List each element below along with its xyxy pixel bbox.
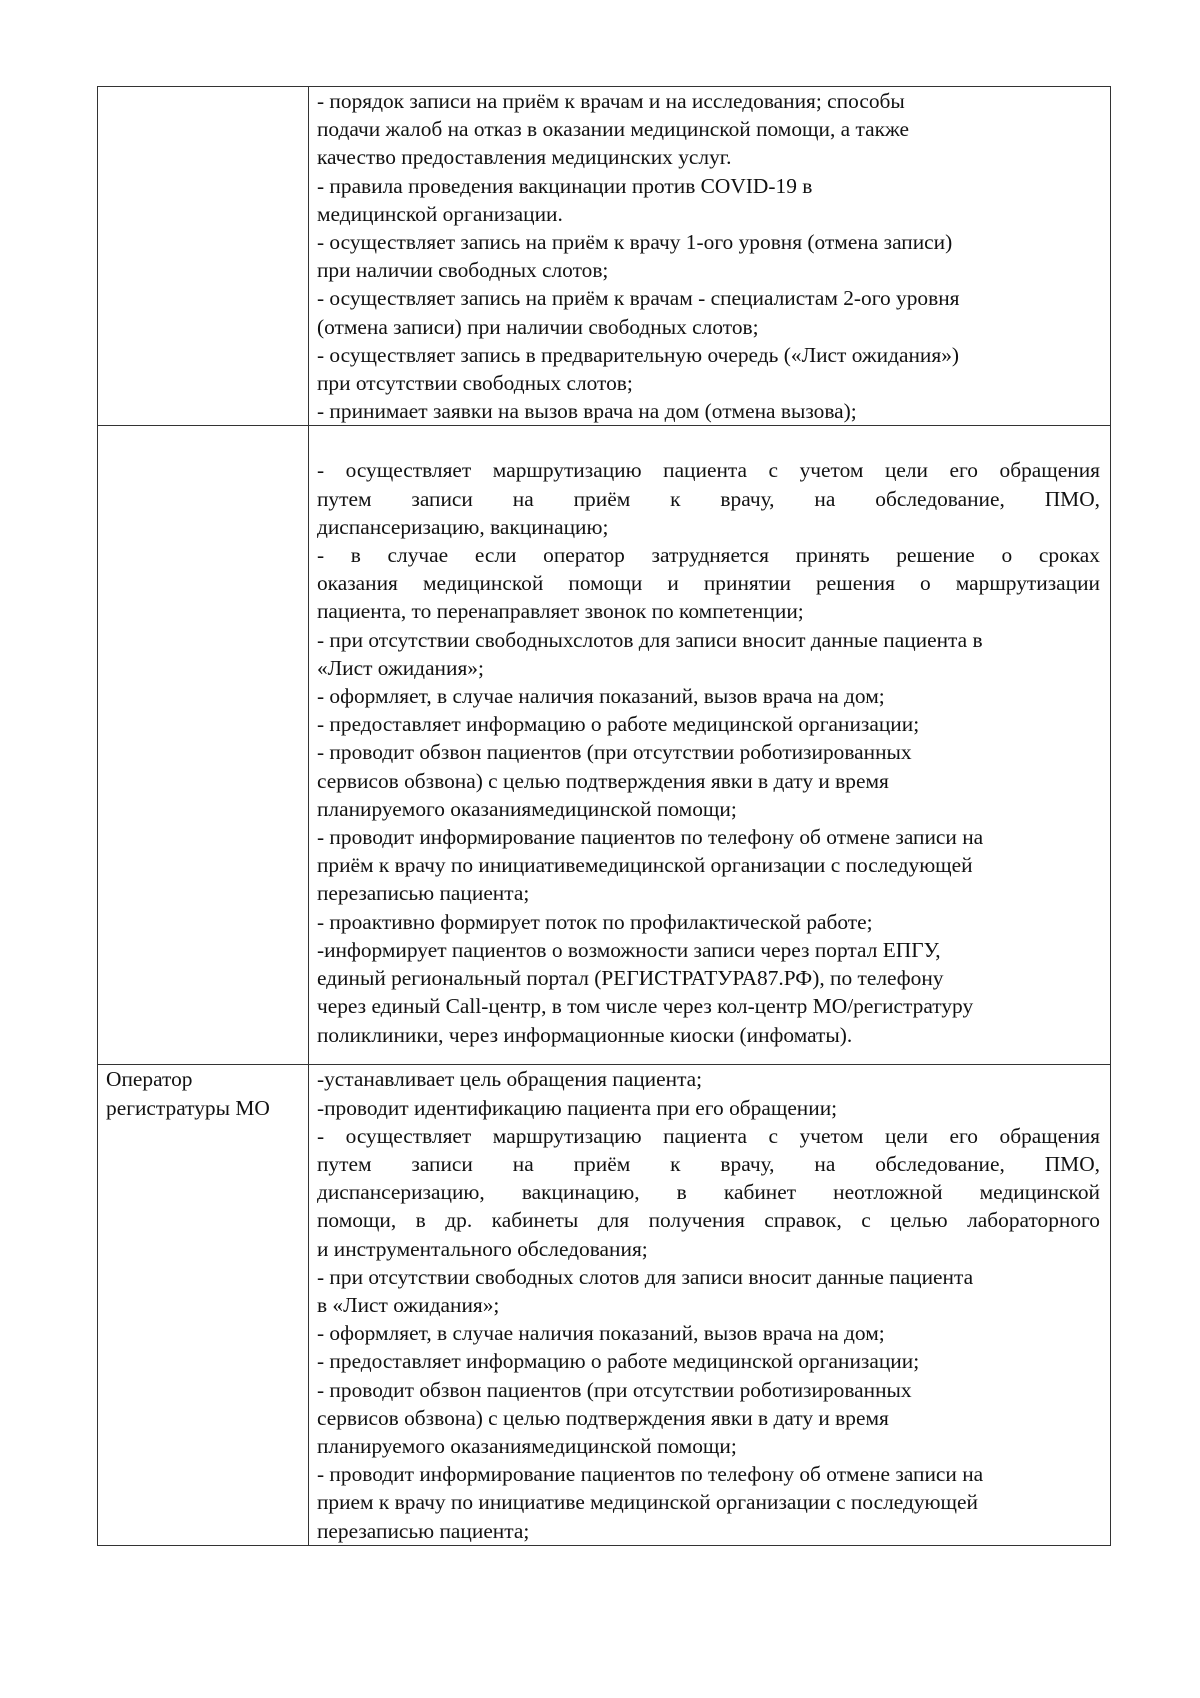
duty-line: помощи, в др. кабинеты для получения справок, с целью лабораторного — [316, 1208, 1100, 1233]
role-label: регистратуры МО — [106, 1095, 270, 1120]
table-row — [98, 426, 1111, 1065]
duty-line: - проактивно формирует поток по профилактической работе; — [316, 909, 873, 934]
duty-line: пациента, то перенаправляет звонок по компетенции; — [316, 599, 804, 624]
duty-line: единый региональный портал (РЕГИСТРАТУРА87.РФ), по телефону — [316, 966, 944, 991]
duty-line: диспансеризацию, вакцинацию; — [316, 514, 609, 539]
duty-line: (отмена записи) при наличии свободных слотов; — [316, 314, 759, 339]
duty-line: - проводит обзвон пациентов (при отсутствии роботизированных — [316, 740, 912, 765]
duties-cell — [308, 1065, 1110, 1545]
duty-line: оказания медицинской помощи и принятии решения о маршрутизации — [316, 571, 1100, 596]
role-cell — [98, 426, 309, 1065]
duty-line: медицинской организации. — [316, 201, 563, 226]
duty-line: прием к врачу по инициативе медицинской организации с последующей — [316, 1490, 978, 1515]
duty-line: в «Лист ожидания»; — [316, 1293, 500, 1318]
duty-line: диспансеризацию, вакцинацию, в кабинет неотложной медицинской — [316, 1180, 1100, 1205]
duty-line: перезаписью пациента; — [316, 1518, 530, 1543]
duty-line: - предоставляет информацию о работе медицинской организации; — [316, 712, 920, 737]
duty-line: - принимает заявки на вызов врача на дом (отмена вызова); — [316, 399, 857, 424]
duties-cell — [308, 426, 1110, 1065]
duty-line: - осуществляет маршрутизацию пациента с учетом цели его обращения — [316, 1123, 1100, 1148]
duty-line: перезаписью пациента; — [316, 881, 530, 906]
duties-cell — [308, 87, 1110, 426]
duty-line: сервисов обзвона) с целью подтверждения явки в дату и время — [316, 1405, 889, 1430]
duty-line: путем записи на приём к врачу, на обследование, ПМО, — [316, 486, 1100, 511]
duty-line: планируемого оказаниямедицинской помощи; — [316, 796, 737, 821]
duty-line: подачи жалоб на отказ в оказании медицинской помощи, а также — [316, 117, 909, 142]
duty-line: сервисов обзвона) с целью подтверждения явки в дату и время — [316, 768, 889, 793]
duty-line: - правила проведения вакцинации против COVID-19 в — [316, 173, 813, 198]
duty-line: путем записи на приём к врачу, на обследование, ПМО, — [316, 1152, 1100, 1177]
duty-line: и инструментального обследования; — [316, 1236, 648, 1261]
duty-line: при наличии свободных слотов; — [316, 258, 609, 283]
duty-line: - оформляет, в случае наличия показаний, вызов врача на дом; — [316, 684, 885, 709]
duty-line: приём к врачу по инициативемедицинской организации с последующей — [316, 853, 973, 878]
duty-line: - проводит обзвон пациентов (при отсутствии роботизированных — [316, 1377, 912, 1402]
duty-line: - порядок записи на приём к врачам и на исследования; способы — [316, 89, 905, 113]
duty-line: - проводит информирование пациентов по телефону об отмене записи на — [316, 825, 984, 850]
duty-line: -информирует пациентов о возможности записи через портал ЕПГУ, — [316, 937, 941, 962]
duty-line: -проводит идентификацию пациента при его обращении; — [316, 1095, 838, 1120]
duty-line: через единый Call-центр, в том числе через кол-центр МО/регистратуру — [316, 994, 974, 1019]
duty-line: - проводит информирование пациентов по телефону об отмене записи на — [316, 1462, 984, 1487]
duty-line: планируемого оказаниямедицинской помощи; — [316, 1434, 737, 1459]
duty-line: - осуществляет запись в предварительную очередь («Лист ожидания») — [316, 342, 960, 367]
duty-line: - в случае если оператор затрудняется принять решение о сроках — [316, 543, 1100, 568]
duty-line: качество предоставления медицинских услуг. — [316, 145, 732, 170]
table-row — [98, 87, 1111, 426]
role-cell — [98, 87, 309, 426]
table-row — [98, 1065, 1111, 1545]
duty-line: при отсутствии свободных слотов; — [316, 371, 633, 396]
duty-line: поликлиники, через информационные киоски (инфоматы). — [316, 1022, 853, 1047]
role-label: Оператор — [106, 1067, 193, 1092]
duty-line: - осуществляет маршрутизацию пациента с учетом цели его обращения — [316, 458, 1100, 483]
duty-line: - при отсутствии свободныхслотов для записи вносит данные пациента в — [316, 627, 983, 652]
duty-line: - при отсутствии свободных слотов для записи вносит данные пациента — [316, 1264, 974, 1289]
duty-line: «Лист ожидания»; — [316, 655, 484, 680]
role-cell — [98, 1065, 309, 1545]
duty-line: - предоставляет информацию о работе медицинской организации; — [316, 1349, 920, 1374]
responsibilities-table — [97, 86, 1111, 1546]
duty-line: - осуществляет запись на приём к врачу 1-ого уровня (отмена записи) — [316, 230, 953, 255]
duty-line: - осуществляет запись на приём к врачам - специалистам 2-ого уровня — [316, 286, 960, 311]
duty-line: -устанавливает цель обращения пациента; — [316, 1067, 703, 1092]
duty-line: - оформляет, в случае наличия показаний, вызов врача на дом; — [316, 1321, 885, 1346]
